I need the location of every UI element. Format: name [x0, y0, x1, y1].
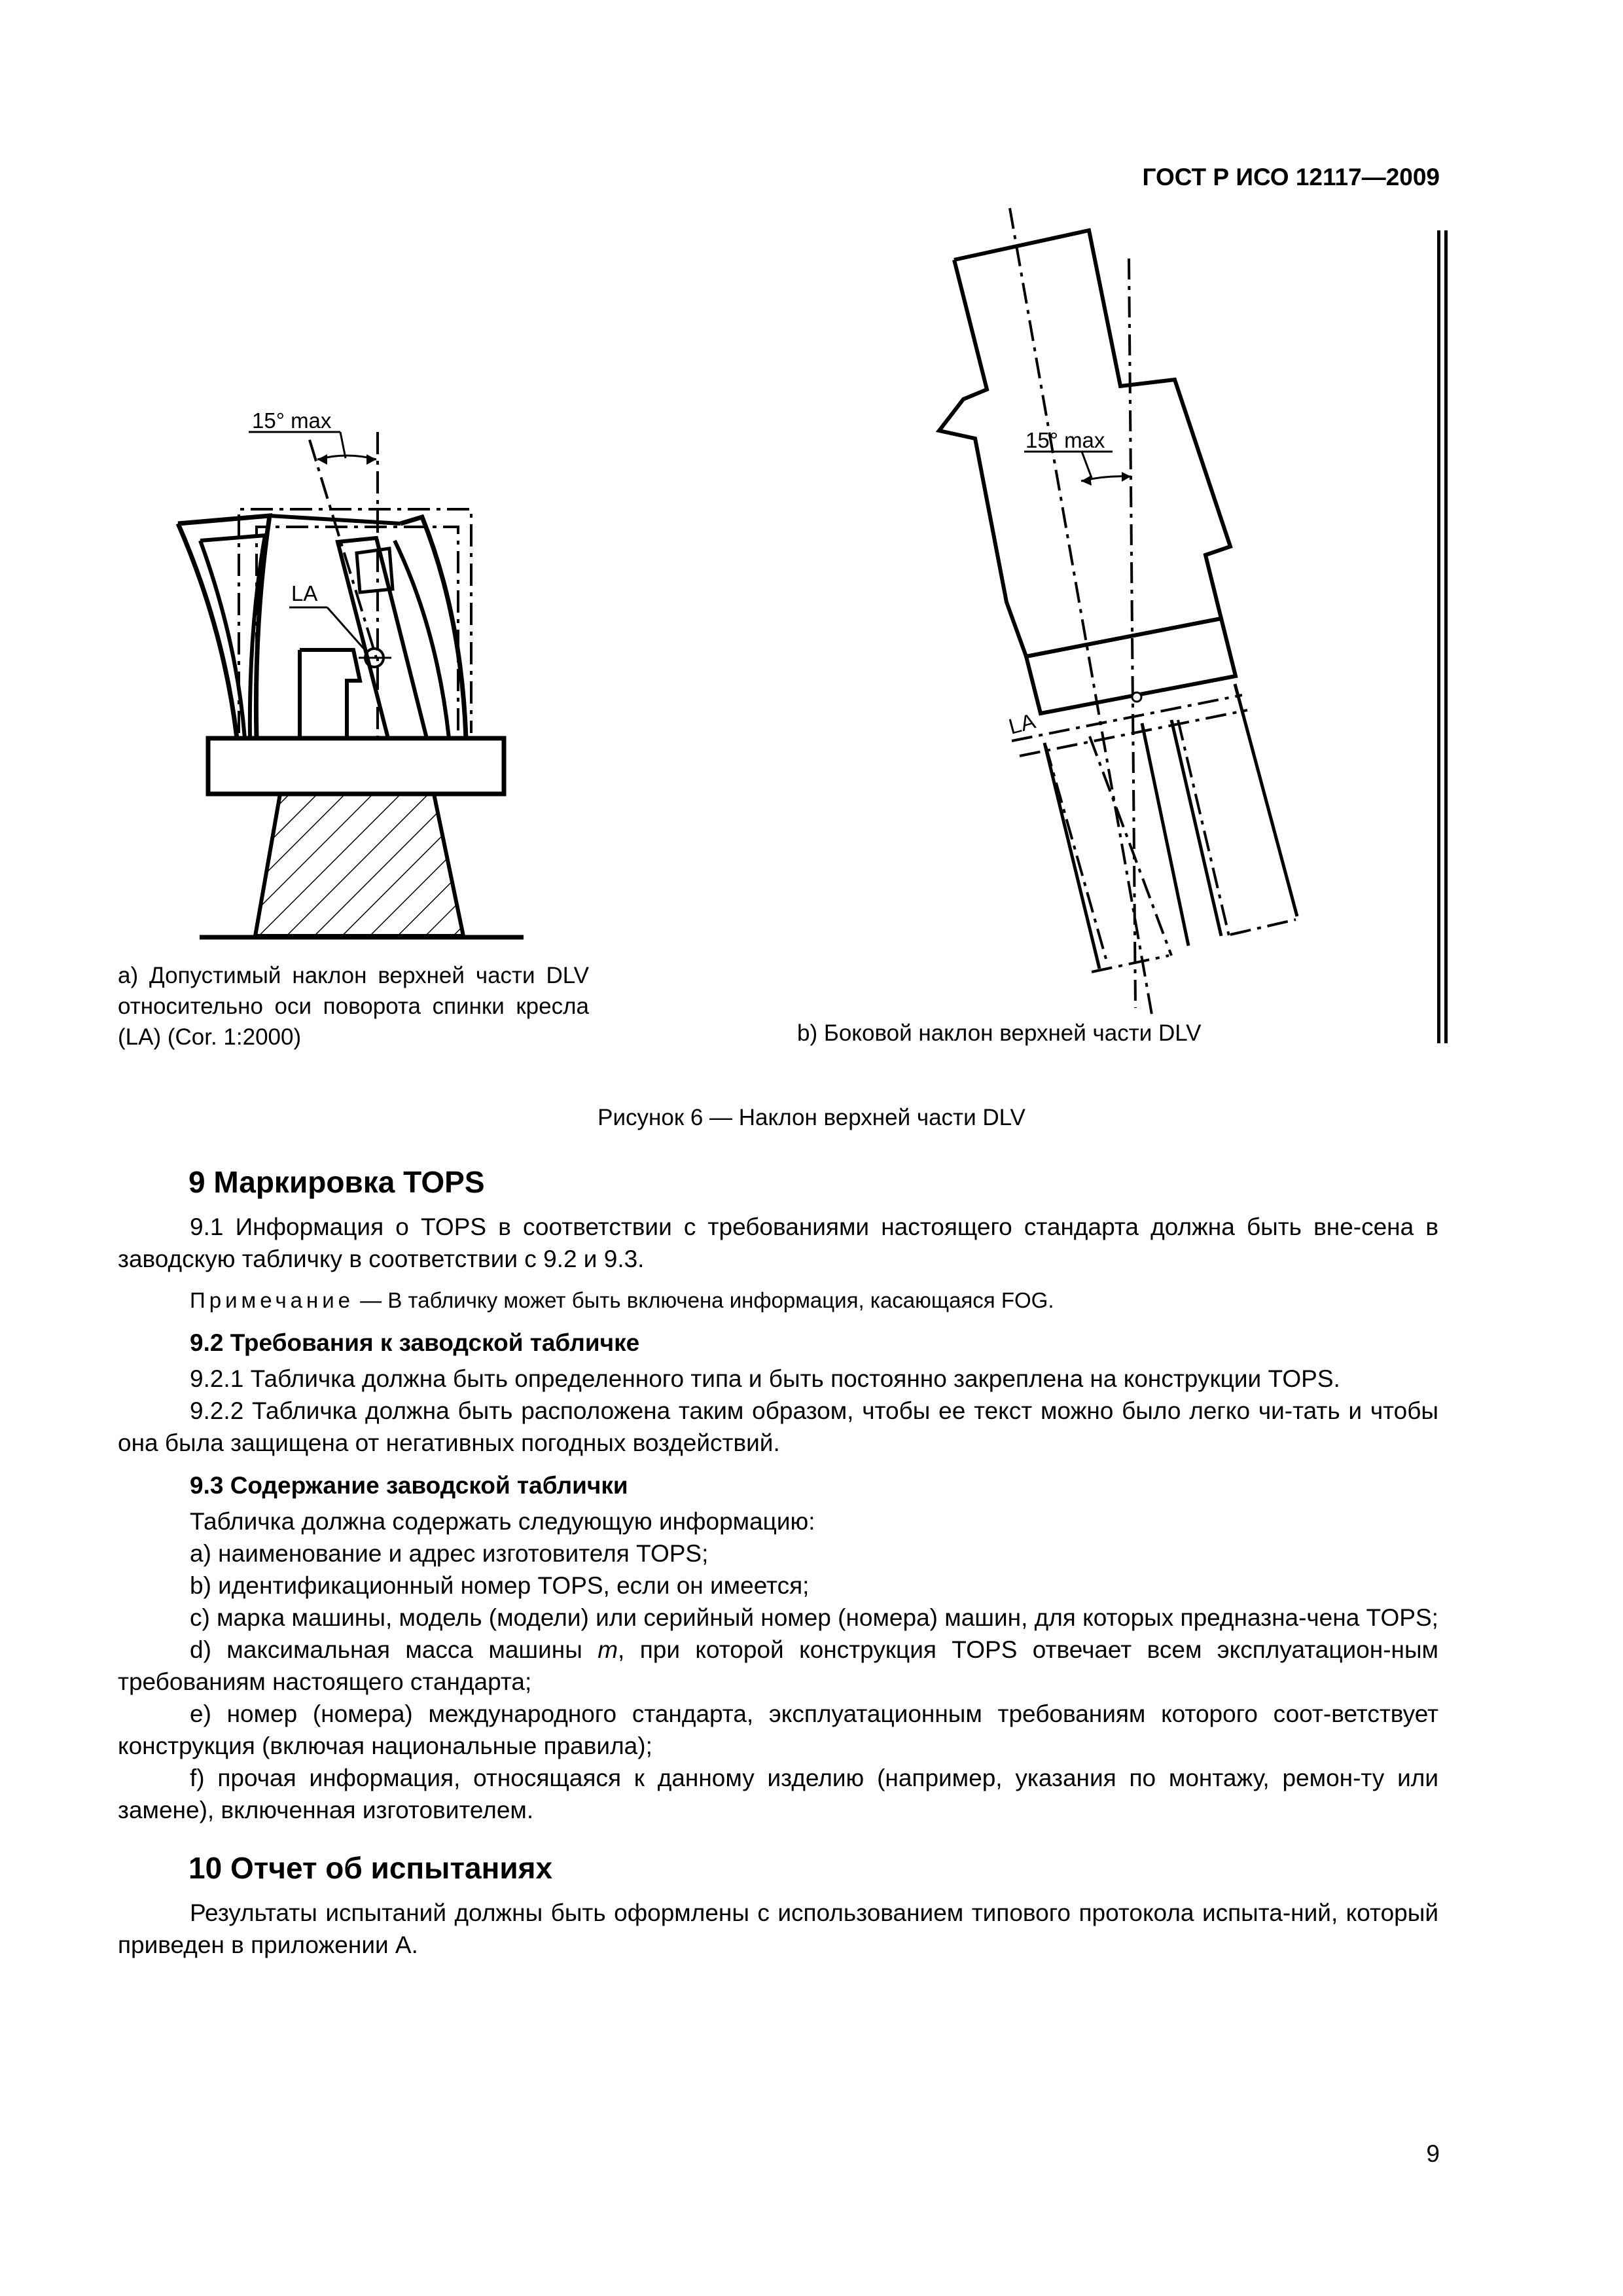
list-item-f: f) прочая информация, относящаяся к данному изделию (например, указания по монтажу, ремон-ту или замене), включенная изготовителем. — [118, 1765, 1438, 1823]
paragraph-9-2-2: 9.2.2 Табличка должна быть расположена таким образом, чтобы ее текст можно было легко чи-тать и чтобы она была защищена от негативных погодных воздействий. — [118, 1397, 1438, 1456]
list-item-d-post: , при которой конструкция TOPS отвечает всем эксплуатацион-ным требованиям настоящего стандарта; — [118, 1636, 1438, 1695]
document-code-header: ГОСТ Р ИСО 12117—2009 — [1142, 164, 1440, 190]
paragraph-10: Результаты испытаний должны быть оформлены с использованием типового протокола испыта-ний, который приведен в приложении А. — [118, 1899, 1438, 1958]
paragraph-9-2-1: 9.2.1 Табличка должна быть определенного типа и быть постоянно закреплена на конструкции TOPS. — [190, 1365, 1340, 1392]
la-label-b: LA — [1006, 708, 1038, 739]
figure-title: Рисунок 6 — Наклон верхней части DLV — [597, 1105, 1026, 1130]
page-number: 9 — [1426, 2140, 1440, 2167]
note-paragraph — [118, 1284, 1438, 1316]
list-item-c: с) марка машины, модель (модели) или серийный номер (номера) машин, для которых предназна-чена TOPS; — [190, 1604, 1438, 1631]
note-text: — В табличку может быть включена информация, касающаяся FOG. — [354, 1288, 1054, 1312]
list-item-d — [118, 1634, 1438, 1698]
list-item-d-pre: d) максимальная масса машины — [190, 1636, 598, 1663]
mass-symbol: m — [597, 1636, 618, 1663]
figure-b-side-tilt-drawing — [939, 230, 1236, 713]
section-9-2-heading: 9.2 Требования к заводской табличке — [190, 1329, 640, 1356]
angle-label-a: 15° max — [252, 408, 332, 433]
paragraph-9-1: 9.1 Информация о TOPS в соответствии с требованиями настоящего стандарта должна быть вне-сена в заводскую табличку в соответствии с 9.2 и 9.3. — [118, 1213, 1438, 1272]
list-item-b: b) идентификационный номер TOPS, если он имеется; — [190, 1572, 810, 1599]
section-10-heading: 10 Отчет об испытаниях — [188, 1851, 553, 1885]
note-label: Примечание — [190, 1288, 355, 1312]
la-label-a: LA — [291, 581, 318, 605]
figure-a-caption: а) Допустимый наклон верхней части DLV относительно оси поворота спинки кресла (LA) (Cor. 1:2000) — [118, 963, 589, 1050]
section-9-3-heading: 9.3 Содержание заводской таблички — [190, 1472, 628, 1499]
figure-b-caption: b) Боковой наклон верхней части DLV — [797, 1020, 1202, 1046]
list-item-a: а) наименование и адрес изготовителя TOPS; — [190, 1540, 709, 1567]
pivot-point — [1132, 692, 1141, 702]
figure-6-drawing — [0, 0, 1623, 1100]
section-9-heading: 9 Маркировка TOPS — [188, 1165, 485, 1199]
list-intro: Табличка должна содержать следующую информацию: — [190, 1508, 815, 1535]
document-body — [118, 1158, 1438, 1961]
list-item-e: е) номер (номера) международного стандарта, эксплуатационным требованиям которого соот-ветствует конструкция (включая национальные правила); — [118, 1700, 1438, 1759]
angle-label-b: 15° max — [1026, 428, 1105, 452]
